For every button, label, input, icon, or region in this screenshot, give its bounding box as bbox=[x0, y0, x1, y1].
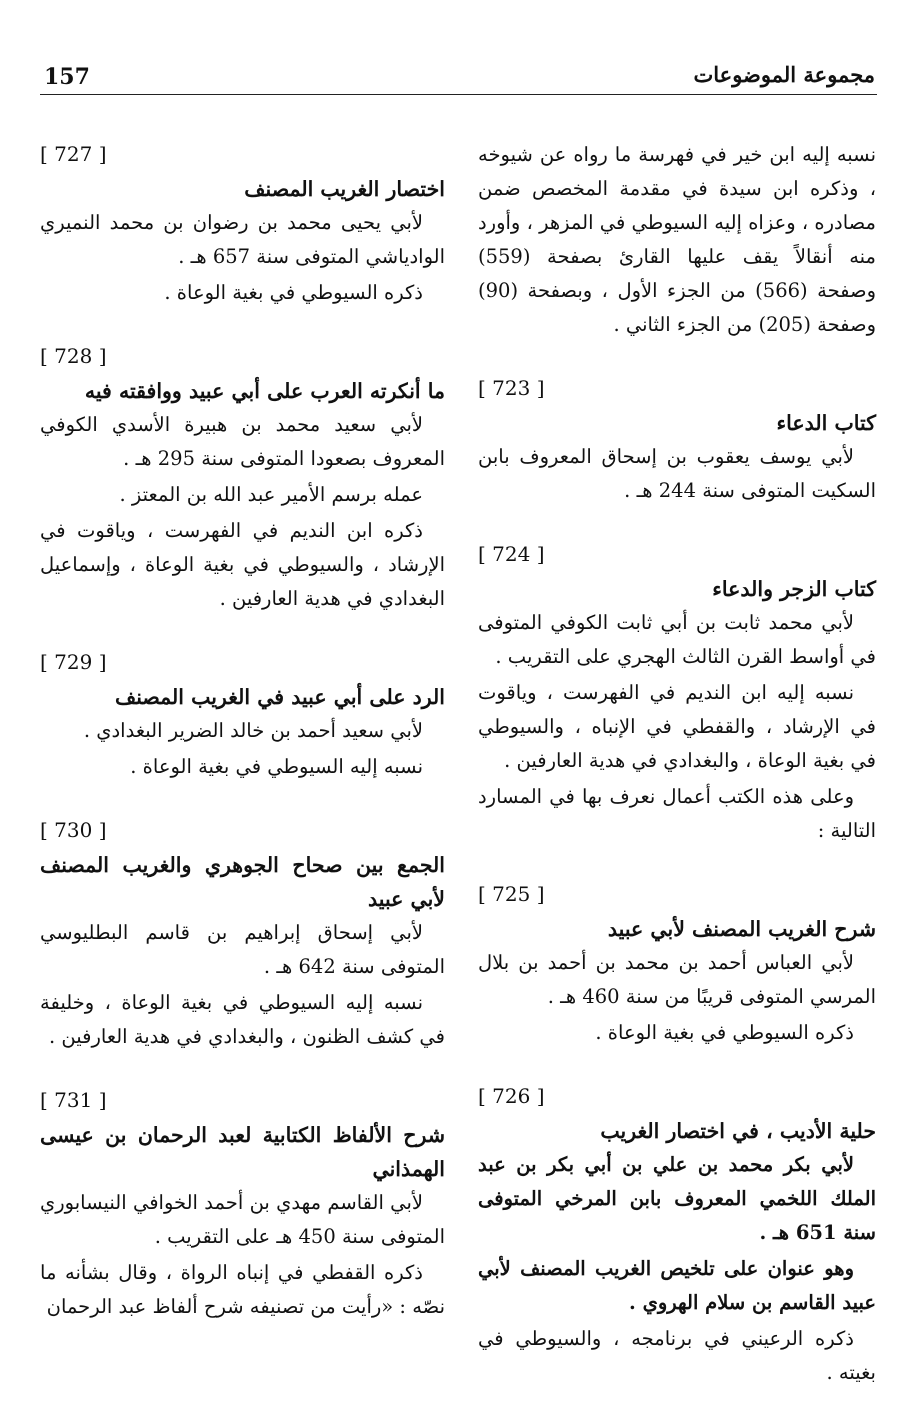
entry-number: [ 726 ] bbox=[478, 1084, 545, 1108]
entry-title: شرح الغريب المصنف لأبي عبيد bbox=[607, 917, 876, 941]
entry-number: [ 728 ] bbox=[40, 344, 107, 368]
entry-725 bbox=[478, 878, 876, 1050]
entry-paragraph: ذكره السيوطي في بغية الوعاة . bbox=[164, 281, 423, 304]
entry-731 bbox=[40, 1084, 445, 1324]
entry-paragraph: ذكره الرعيني في برنامجه ، والسيوطي في بغيته . bbox=[478, 1327, 876, 1384]
entry-724 bbox=[478, 538, 876, 848]
entry-paragraph: لأبي العباس أحمد بن محمد بن أحمد بن بلال المرسي المتوفى قريبًا من سنة 460 هـ . bbox=[478, 951, 876, 1008]
entry-title: ما أنكرته العرب على أبي عبيد ووافقته فيه bbox=[84, 379, 445, 403]
page-header bbox=[40, 58, 877, 95]
entry-paragraph: وهو عنوان على تلخيص الغريب المصنف لأبي عبيد القاسم بن سلام الهروي . bbox=[478, 1257, 876, 1314]
entry-title: كتاب الدعاء bbox=[776, 411, 876, 435]
entry-paragraph: نسبه إليه السيوطي في بغية الوعاة ، وخليفة في كشف الظنون ، والبغدادي في هدية العارفين . bbox=[40, 991, 445, 1048]
intro-paragraph: نسبه إليه ابن خير في فهرسة ما رواه عن شيوخه ، وذكره ابن سيدة في مقدمة المخصص ضمن مصادره ، وعزاه إليه السيوطي في المزهر ، وأورد منه أنقالاً يقف عليها القارئ بصفحة (559) وصفحة (566) من الجزء الأول ، وبصفحة (90) وصفحة (205) من الجزء الثاني . bbox=[478, 143, 877, 336]
entry-title: اختصار الغريب المصنف bbox=[244, 177, 445, 201]
entry-title: الجمع بين صحاح الجوهري والغريب المصنف لأبي عبيد bbox=[40, 853, 445, 911]
entry-number: [ 730 ] bbox=[40, 818, 107, 842]
entry-paragraph: ذكره ابن النديم في الفهرست ، وياقوت في الإرشاد ، والسيوطي في بغية الوعاة ، وإسماعيل البغدادي في هدية العارفين . bbox=[40, 519, 445, 610]
entry-number: [ 724 ] bbox=[478, 542, 545, 566]
entry-paragraph: نسبه إليه ابن النديم في الفهرست ، وياقوت في الإرشاد ، والقفطي في الإنباه ، والسيوطي في بغية الوعاة ، والبغدادي في هدية العارفين . bbox=[478, 681, 876, 772]
entry-727 bbox=[40, 138, 445, 310]
entry-729 bbox=[40, 646, 445, 784]
entry-paragraph: لأبي يحيى محمد بن رضوان بن محمد النميري الوادياشي المتوفى سنة 657 هـ . bbox=[40, 211, 445, 268]
entry-paragraph: لأبي محمد ثابت بن أبي ثابت الكوفي المتوفى في أواسط القرن الثالث الهجري على التقريب . bbox=[478, 611, 876, 668]
entry-title: الرد على أبي عبيد في الغريب المصنف bbox=[114, 685, 445, 709]
entry-paragraph: لأبي يوسف يعقوب بن إسحاق المعروف بابن السكيت المتوفى سنة 244 هـ . bbox=[478, 445, 876, 502]
entry-title: شرح الألفاظ الكتابية لعبد الرحمان بن عيسى الهمذاني bbox=[40, 1123, 445, 1181]
entry-paragraph: وعلى هذه الكتب أعمال نعرف بها في المسارد التالية : bbox=[478, 785, 876, 842]
entry-paragraph: لأبي القاسم مهدي بن أحمد الخوافي النيسابوري المتوفى سنة 450 هـ على التقريب . bbox=[40, 1191, 445, 1248]
running-title: مجموعة الموضوعات bbox=[693, 62, 875, 87]
entry-723 bbox=[478, 372, 876, 508]
entry-number: [ 725 ] bbox=[478, 882, 545, 906]
entry-number: [ 731 ] bbox=[40, 1088, 107, 1112]
entry-728 bbox=[40, 340, 445, 616]
page-number: 157 bbox=[44, 64, 90, 90]
entry-number: [ 727 ] bbox=[40, 142, 107, 166]
left-column bbox=[40, 138, 445, 1354]
entry-paragraph: لأبي سعيد أحمد بن خالد الضرير البغدادي . bbox=[83, 719, 423, 742]
entry-title: كتاب الزجر والدعاء bbox=[712, 577, 876, 601]
entry-paragraph: ذكره السيوطي في بغية الوعاة . bbox=[595, 1021, 854, 1044]
entry-number: [ 729 ] bbox=[40, 650, 107, 674]
intro-block bbox=[478, 138, 876, 342]
entry-paragraph: نسبه إليه السيوطي في بغية الوعاة . bbox=[130, 755, 423, 778]
entry-paragraph: ذكره القفطي في إنباه الرواة ، وقال بشأنه ما نصّه : «رأيت من تصنيفه شرح ألفاظ عبد الرحمان bbox=[40, 1261, 445, 1318]
entry-730 bbox=[40, 814, 445, 1054]
entry-number: [ 723 ] bbox=[478, 376, 545, 400]
entry-paragraph: لأبي سعيد محمد بن هبيرة الأسدي الكوفي المعروف بصعودا المتوفى سنة 295 هـ . bbox=[40, 413, 445, 470]
entry-paragraph: لأبي إسحاق إبراهيم بن قاسم البطليوسي المتوفى سنة 642 هـ . bbox=[40, 921, 445, 978]
right-column bbox=[478, 138, 876, 1420]
entry-paragraph: عمله برسم الأمير عبد الله بن المعتز . bbox=[119, 483, 423, 506]
entry-paragraph: لأبي بكر محمد بن علي بن أبي بكر بن عبد الملك اللخمي المعروف بابن المرخي المتوفى سنة 651 هـ . bbox=[478, 1153, 876, 1244]
entry-726 bbox=[478, 1080, 876, 1390]
entry-title: حلية الأديب ، في اختصار الغريب bbox=[600, 1119, 876, 1143]
